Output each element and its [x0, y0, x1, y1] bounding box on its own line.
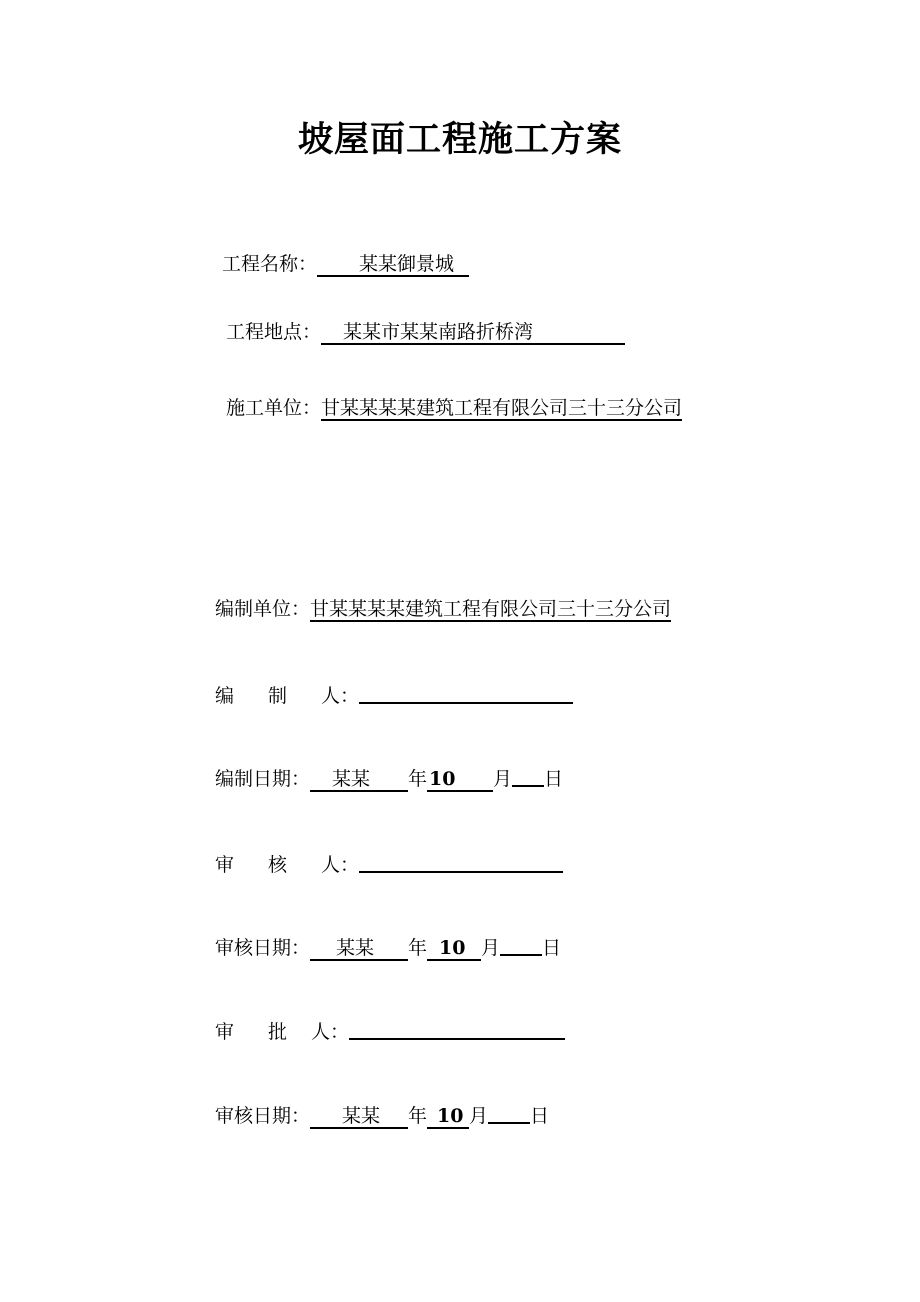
reviewer-blank[interactable] [359, 851, 563, 873]
approve-date-label: 审核日期： [215, 1105, 311, 1127]
approve-month-char: 月 [469, 1105, 489, 1127]
contractor-value: 甘某某某某建筑工程有限公司三十三分公司 [321, 397, 683, 419]
project-location-label: 工程地点： [226, 321, 322, 343]
approve-date-day-blank[interactable] [488, 1102, 530, 1124]
reviewer-label-char-1: 审 [215, 854, 235, 876]
review-month-char: 月 [481, 937, 501, 959]
compile-date-row [215, 765, 563, 792]
compiler-label-char-1: 编 [215, 685, 235, 707]
review-date-day-blank[interactable] [500, 934, 542, 956]
compile-date-month: 10 [427, 768, 493, 792]
approve-day-char: 日 [530, 1105, 550, 1127]
compiler-label-char-3: 人： [321, 685, 360, 707]
reviewer-label-char-3: 人： [321, 854, 360, 876]
reviewer-label-char-2: 核 [268, 854, 288, 876]
review-year-char: 年 [408, 937, 428, 959]
compile-unit-value: 甘某某某某建筑工程有限公司三十三分公司 [310, 598, 672, 620]
approve-date-year: 某某 [310, 1105, 408, 1129]
project-location-row [226, 319, 625, 345]
approve-date-month: 10 [427, 1105, 469, 1129]
approve-year-char: 年 [408, 1105, 428, 1127]
compile-date-year: 某某 [310, 768, 408, 792]
review-date-row [215, 934, 561, 961]
compile-date-day-blank[interactable] [512, 765, 544, 787]
approver-row [215, 1018, 565, 1045]
compiler-row [215, 682, 573, 709]
compile-date-label: 编制日期： [215, 768, 311, 790]
review-date-year: 某某 [310, 937, 408, 961]
project-name-value: 某某御景城 [317, 253, 469, 277]
review-date-month: 10 [427, 937, 481, 961]
compile-unit-row [215, 596, 671, 622]
review-day-char: 日 [542, 937, 562, 959]
compile-unit-label: 编制单位： [215, 598, 311, 620]
compiler-blank[interactable] [359, 682, 573, 704]
approve-date-row [215, 1102, 549, 1129]
project-name-label: 工程名称： [222, 253, 318, 275]
document-title: 坡屋面工程施工方案 [297, 119, 622, 160]
contractor-label: 施工单位： [226, 397, 322, 419]
approver-label-char-3: 人： [311, 1021, 350, 1043]
project-location-value: 某某市某某南路折桥湾 [321, 321, 625, 345]
project-name-row [222, 251, 469, 277]
approver-blank[interactable] [349, 1018, 565, 1040]
compile-day-char: 日 [544, 768, 564, 790]
compiler-label-char-2: 制 [268, 685, 288, 707]
reviewer-row [215, 851, 563, 878]
approver-label-char-1: 审 [215, 1021, 235, 1043]
contractor-row [226, 395, 682, 421]
approver-label-char-2: 批 [268, 1021, 288, 1043]
compile-month-char: 月 [493, 768, 513, 790]
compile-year-char: 年 [408, 768, 428, 790]
review-date-label: 审核日期： [215, 937, 311, 959]
